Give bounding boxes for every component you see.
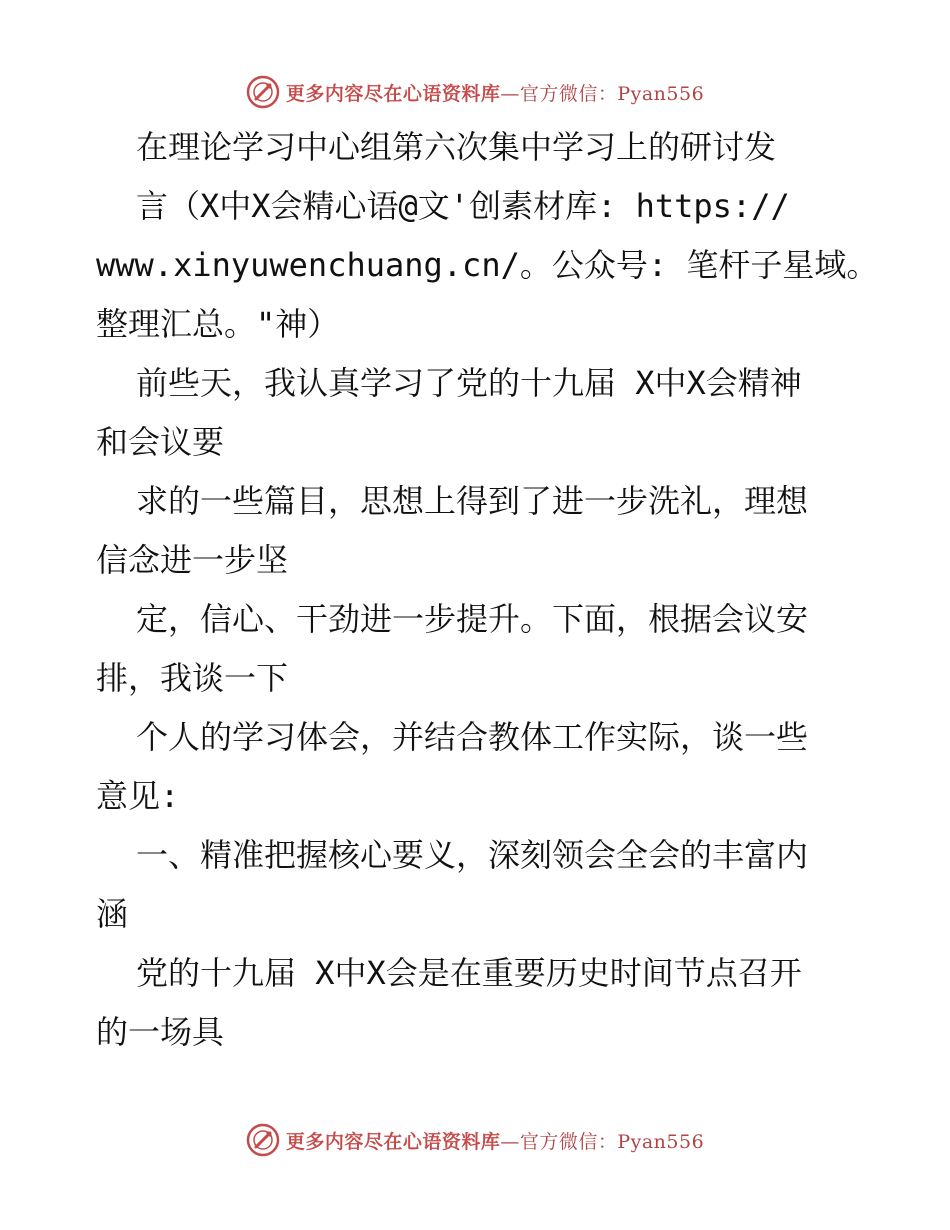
- header-banner: [0, 72, 950, 112]
- text-line: 排，我谈一下: [96, 659, 289, 697]
- text-line: 定，信心、干劲进一步提升。下面，根据会议安: [136, 600, 809, 638]
- text-line: 党的十九届 X中X会是在重要历史时间节点召开: [136, 954, 802, 992]
- logo-seal-icon: [246, 1123, 280, 1157]
- text-line: 言（X中X会精心语@文'创素材库: https://: [136, 187, 790, 225]
- banner-text: 更多内容尽在心语资料库—官方微信：Pyan556: [285, 82, 705, 105]
- banner-text: 更多内容尽在心语资料库—官方微信：Pyan556: [285, 1130, 705, 1153]
- text-line: 和会议要: [96, 423, 225, 461]
- text-line: 的一场具: [96, 1013, 225, 1051]
- section-heading-line: 涵: [96, 895, 129, 933]
- text-line: 意见:: [96, 777, 180, 815]
- text-line: 整理汇总。"神）: [96, 305, 340, 343]
- text-line: 信念进一步坚: [96, 541, 289, 579]
- text-line: 求的一些篇目，思想上得到了进一步洗礼，理想: [136, 482, 809, 520]
- logo-seal-icon: [246, 75, 280, 109]
- footer-banner: [0, 1120, 950, 1160]
- document-body: [96, 118, 879, 1062]
- text-line: 前些天，我认真学习了党的十九届 X中X会精神: [136, 364, 802, 402]
- text-line: www.xinyuwenchuang.cn/。公众号: 笔杆子星域。: [96, 246, 879, 284]
- section-heading-line: 一、精准把握核心要义，深刻领会全会的丰富内: [136, 836, 809, 874]
- text-line: 在理论学习中心组第六次集中学习上的研讨发: [136, 128, 777, 166]
- text-line: 个人的学习体会，并结合教体工作实际，谈一些: [136, 718, 809, 756]
